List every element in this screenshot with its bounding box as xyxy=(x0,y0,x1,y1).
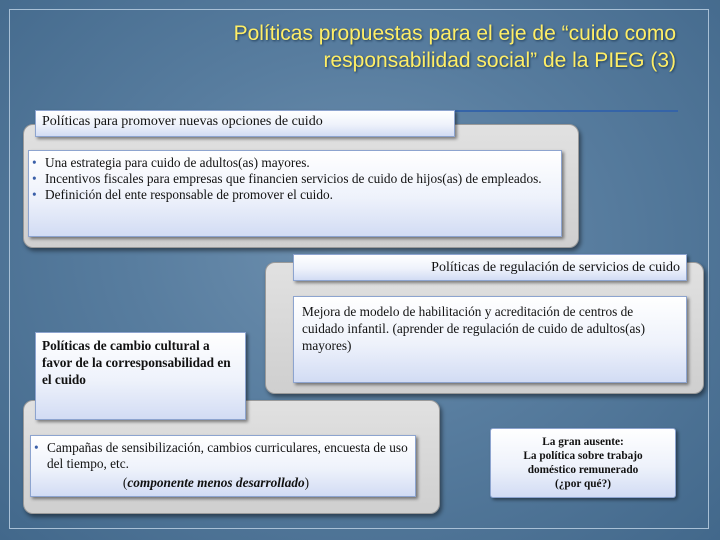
bullet-icon: • xyxy=(34,440,39,455)
section2-body-box xyxy=(293,296,687,383)
section2-body-text: Mejora de modelo de habilitación y acreditación de centros de cuidado infantil. (aprender de regulación de cuido de adultos(as) mayores) xyxy=(302,304,645,353)
note-open-paren: ( xyxy=(122,475,128,490)
section2-heading-text: Políticas de regulación de servicios de cuido xyxy=(431,260,680,275)
list-item-text: Definición del ente responsable de promover el cuido. xyxy=(45,187,333,202)
list-item xyxy=(31,171,555,187)
section3-heading-text: Políticas de cambio cultural a favor de la corresponsabilidad en el cuido xyxy=(42,338,231,387)
section1-list xyxy=(31,155,555,203)
section1-heading-text: Políticas para promover nuevas opciones de cuido xyxy=(42,114,323,129)
bullet-icon: • xyxy=(32,187,37,202)
callout-line-2: La política sobre trabajo xyxy=(523,450,643,462)
section1-list-box xyxy=(28,150,562,237)
list-item xyxy=(31,155,555,171)
section2-heading xyxy=(293,254,687,281)
title-line-2: responsabilidad social” de la PIEG (3) xyxy=(323,49,676,72)
note-close-paren: ) xyxy=(304,475,310,490)
list-item-text: Incentivos fiscales para empresas que financien servicios de cuido de hijos(as) de empleados. xyxy=(45,171,542,186)
bullet-icon: • xyxy=(32,155,37,170)
slide-title xyxy=(76,20,676,74)
callout-line-3: doméstico remunerado xyxy=(527,464,639,476)
bullet-icon: • xyxy=(32,171,37,186)
title-line-1: Políticas propuestas para el eje de “cuido como xyxy=(233,22,676,45)
section1-heading xyxy=(35,110,455,137)
callout-line-1: La gran ausente: xyxy=(542,436,624,448)
callout-box xyxy=(490,428,676,498)
section3-list xyxy=(33,440,409,472)
callout-line-4: (¿por qué?) xyxy=(555,478,611,490)
section3-note xyxy=(33,474,409,492)
note-emphasis: componente menos desarrollado xyxy=(127,475,305,490)
section3-heading xyxy=(35,332,246,420)
list-item xyxy=(33,440,409,472)
list-item-text: Campañas de sensibilización, cambios curriculares, encuesta de uso del tiempo, etc. xyxy=(47,440,408,471)
section3-body-box xyxy=(30,435,416,497)
list-item-text: Una estrategia para cuido de adultos(as) mayores. xyxy=(45,155,310,170)
list-item xyxy=(31,187,555,203)
